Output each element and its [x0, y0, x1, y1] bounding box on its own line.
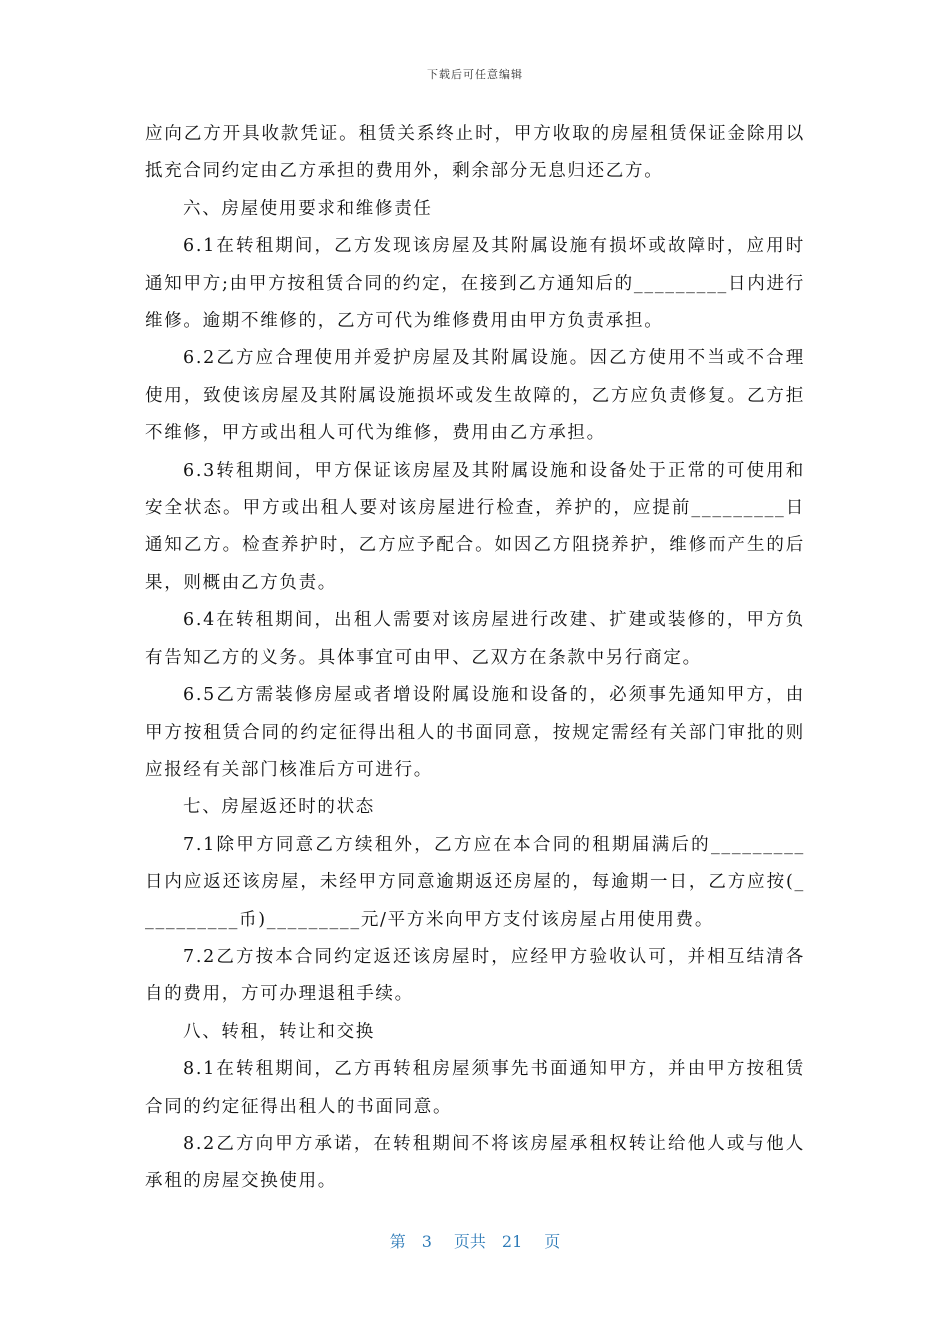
clause-7-1: 7.1除甲方同意乙方续租外，乙方应在本合同的租期届满后的_________日内应返还该房屋，未经甲方同意逾期返还房屋的，每逾期一日，乙方应按(__________币)_________元/平方米向甲方支付该房屋占用使用费。 — [145, 834, 805, 930]
clause-6-4: 6.4在转租期间，出租人需要对该房屋进行改建、扩建或装修的，甲方负有告知乙方的义务。具体事宜可由甲、乙双方在条款中另行商定。 — [145, 610, 805, 668]
document-body — [145, 116, 805, 1201]
footer-middle: 页共 — [453, 1232, 486, 1251]
footer-page-number: 3 — [421, 1232, 432, 1251]
footer-total-pages: 21 — [501, 1232, 523, 1251]
clause-8-1: 8.1在转租期间，乙方再转租房屋须事先书面通知甲方，并由甲方按租赁合同的约定征得出租人的书面同意。 — [145, 1059, 805, 1117]
page-footer — [0, 1229, 950, 1252]
clause-6-3: 6.3转租期间，甲方保证该房屋及其附属设施和设备处于正常的可使用和安全状态。甲方或出租人要对该房屋进行检查，养护的，应提前_________日通知乙方。检查养护时，乙方应予配合。如因乙方阻挠养护，维修而产生的后果，则概由乙方负责。 — [145, 460, 805, 593]
clause-6-1: 6.1在转租期间，乙方发现该房屋及其附属设施有损坏或故障时，应用时通知甲方;由甲方按租赁合同的约定，在接到乙方通知后的_________日内进行维修。逾期不维修的，乙方可代为维修费用由甲方负责承担。 — [145, 236, 805, 332]
paragraph-deposit-continued: 应向乙方开具收款凭证。租赁关系终止时，甲方收取的房屋租赁保证金除用以抵充合同约定由乙方承担的费用外，剩余部分无息归还乙方。 — [145, 124, 805, 182]
clause-6-2: 6.2乙方应合理使用并爱护房屋及其附属设施。因乙方使用不当或不合理使用，致使该房屋及其附属设施损坏或发生故障的，乙方应负责修复。乙方拒不维修，甲方或出租人可代为维修，费用由乙方承担。 — [145, 348, 805, 444]
section-heading-7: 七、房屋返还时的状态 — [183, 797, 375, 818]
section-heading-6: 六、房屋使用要求和维修责任 — [183, 198, 433, 219]
footer-suffix: 页 — [544, 1232, 561, 1251]
clause-8-2: 8.2乙方向甲方承诺，在转租期间不将该房屋承租权转让给他人或与他人承租的房屋交换使用。 — [145, 1133, 805, 1192]
clause-6-5: 6.5乙方需装修房屋或者增设附属设施和设备的，必须事先通知甲方，由甲方按租赁合同的约定征得出租人的书面同意，按规定需经有关部门审批的则应报经有关部门核准后方可进行。 — [145, 685, 805, 780]
section-heading-8: 八、转租，转让和交换 — [183, 1021, 375, 1042]
clause-7-2: 7.2乙方按本合同约定返还该房屋时，应经甲方验收认可，并相互结清各自的费用，方可办理退租手续。 — [145, 946, 805, 1005]
footer-prefix: 第 — [389, 1232, 406, 1251]
page-header: 下载后可任意编辑 — [427, 68, 523, 81]
